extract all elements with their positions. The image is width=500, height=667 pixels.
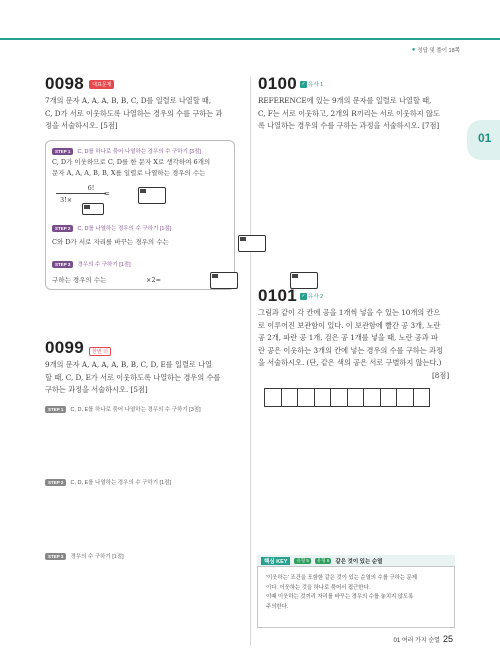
problem-0100-text: REFERENCE에 있는 9개의 문자를 일렬로 나열할 때, C, F는 서로 이웃하고, 2개의 R끼리는 서로 이웃하지 않도 록 나열하는 경우의 수를 구하는 과정을 서술하시오. [7점] — [258, 96, 440, 130]
problem-0098-text: 7개의 문자 A, A, A, B, B, C, D를 일렬로 나열할 때, C, D가 서로 이웃하도록 나열하는 경우의 수를 구하는 과 정을 서술하시오. [5점] — [45, 96, 223, 130]
step1-0099: STEP 1 C, D, E를 하나로 묶어 나열하는 경우의 수 구하기 [3점] — [45, 405, 201, 413]
problem-0100-header — [258, 74, 323, 94]
problem-number: 0101 — [258, 286, 298, 305]
check-icon: ✓ — [301, 292, 306, 299]
storage-cell — [363, 388, 381, 407]
storage-cell — [314, 388, 332, 407]
problem-tag: ✓ 유사 1 — [301, 80, 324, 88]
top-rule — [0, 38, 500, 40]
storage-cell — [347, 388, 365, 407]
key-header: 핵심 KEY 유형 5 유형 6 같은 것이 있는 순열 — [257, 555, 455, 567]
step3-0098: STEP 3 경우의 수 구하기 [1점] — [52, 260, 131, 268]
page-footer: 01 여러 가지 순열 25 — [393, 634, 453, 644]
chapter-tab-label: 01 — [478, 131, 492, 145]
key-text: '이웃하는' 조건을 포함한 같은 것이 있는 순열의 수를 구하는 문제 이다. 이웃하는 것을 하나로 묶어서 접근한다. 이때 이웃하는 것끼리 자리를 바꾸는 경우의 수를 놓치지 않도록 주의한다. — [266, 575, 417, 610]
problem-tag: ✓ 유사 2 — [301, 292, 324, 300]
step2-0098: STEP 2 C, D를 나열하는 경우의 수 구하기 [1점] — [52, 224, 171, 232]
column-divider — [250, 76, 251, 646]
storage-grid — [265, 388, 430, 407]
answer-blank[interactable] — [238, 235, 266, 252]
storage-cell — [264, 388, 282, 407]
step3-text: 구하는 경우의 수는 — [52, 276, 107, 284]
points: [8점] — [432, 371, 450, 380]
step2-text: C와 D가 서로 자리를 바꾸는 경우의 수는 — [52, 238, 169, 246]
storage-cell — [281, 388, 299, 407]
problem-0099-header — [45, 338, 111, 358]
problem-tag: 대표문제 — [89, 80, 114, 89]
answer-blank[interactable] — [210, 272, 238, 289]
storage-cell — [413, 388, 431, 407]
step1-text: C, D가 이웃하므로 C, D를 한 문자 X로 생각하여 6개의 문자 A, A, A, B, B, X를 일렬로 나열하는 경우의 수는 — [52, 158, 211, 177]
storage-cell — [380, 388, 398, 407]
problem-number: 0098 — [45, 74, 85, 93]
step1-0098: STEP 1 C, D를 하나로 묶어 나열하는 경우의 수 구하기 [3점] — [52, 147, 201, 155]
check-icon: ✓ — [301, 80, 306, 87]
fraction: 6! 3!× — [56, 184, 116, 204]
answer-blank[interactable] — [82, 203, 104, 215]
problem-0101-header — [258, 286, 323, 306]
answer-blank[interactable] — [138, 187, 166, 204]
problem-0101-text: 그림과 같이 각 칸에 공을 1개씩 넣을 수 있는 10개의 칸으 로 이루어진 보관함이 있다. 이 보관함에 빨간 공 3개, 노란 공 2개, 파란 공 1개, 검은 공 1개를 넣을 때, 노란 공과 파 란 공은 이웃하는 3개의 칸에 넣는 경우의 수를 구하는 과정 을 서술하시오. (단, 같은 색의 공은 서로 구별하지 않는다.) — [258, 308, 443, 367]
step3-0099: STEP 3 경우의 수 구하기 [1점] — [45, 552, 124, 560]
storage-cell — [297, 388, 315, 407]
answer-reference: ● 정답 및 풀이 18쪽 — [411, 47, 460, 54]
storage-cell — [396, 388, 414, 407]
storage-cell — [330, 388, 348, 407]
problem-0098-header — [45, 74, 114, 94]
problem-0099-text: 9개의 문자 A, A, A, A, B, B, C, D, E를 일렬로 나열 할 때, C, D, E가 서로 이웃하도록 나열하는 경우의 수를 구하는 과정을 서술하시오. [5점] — [45, 360, 221, 394]
problem-number: 0100 — [258, 74, 298, 93]
problem-number: 0099 — [45, 338, 85, 357]
problem-tag: 한번 더 — [89, 347, 111, 356]
step2-0099: STEP 2 C, D, E를 나열하는 경우의 수 구하기 [1점] — [45, 478, 171, 486]
chapter-tab — [467, 120, 500, 160]
page-number: 25 — [442, 634, 453, 644]
bullet-icon: ● — [411, 47, 416, 53]
